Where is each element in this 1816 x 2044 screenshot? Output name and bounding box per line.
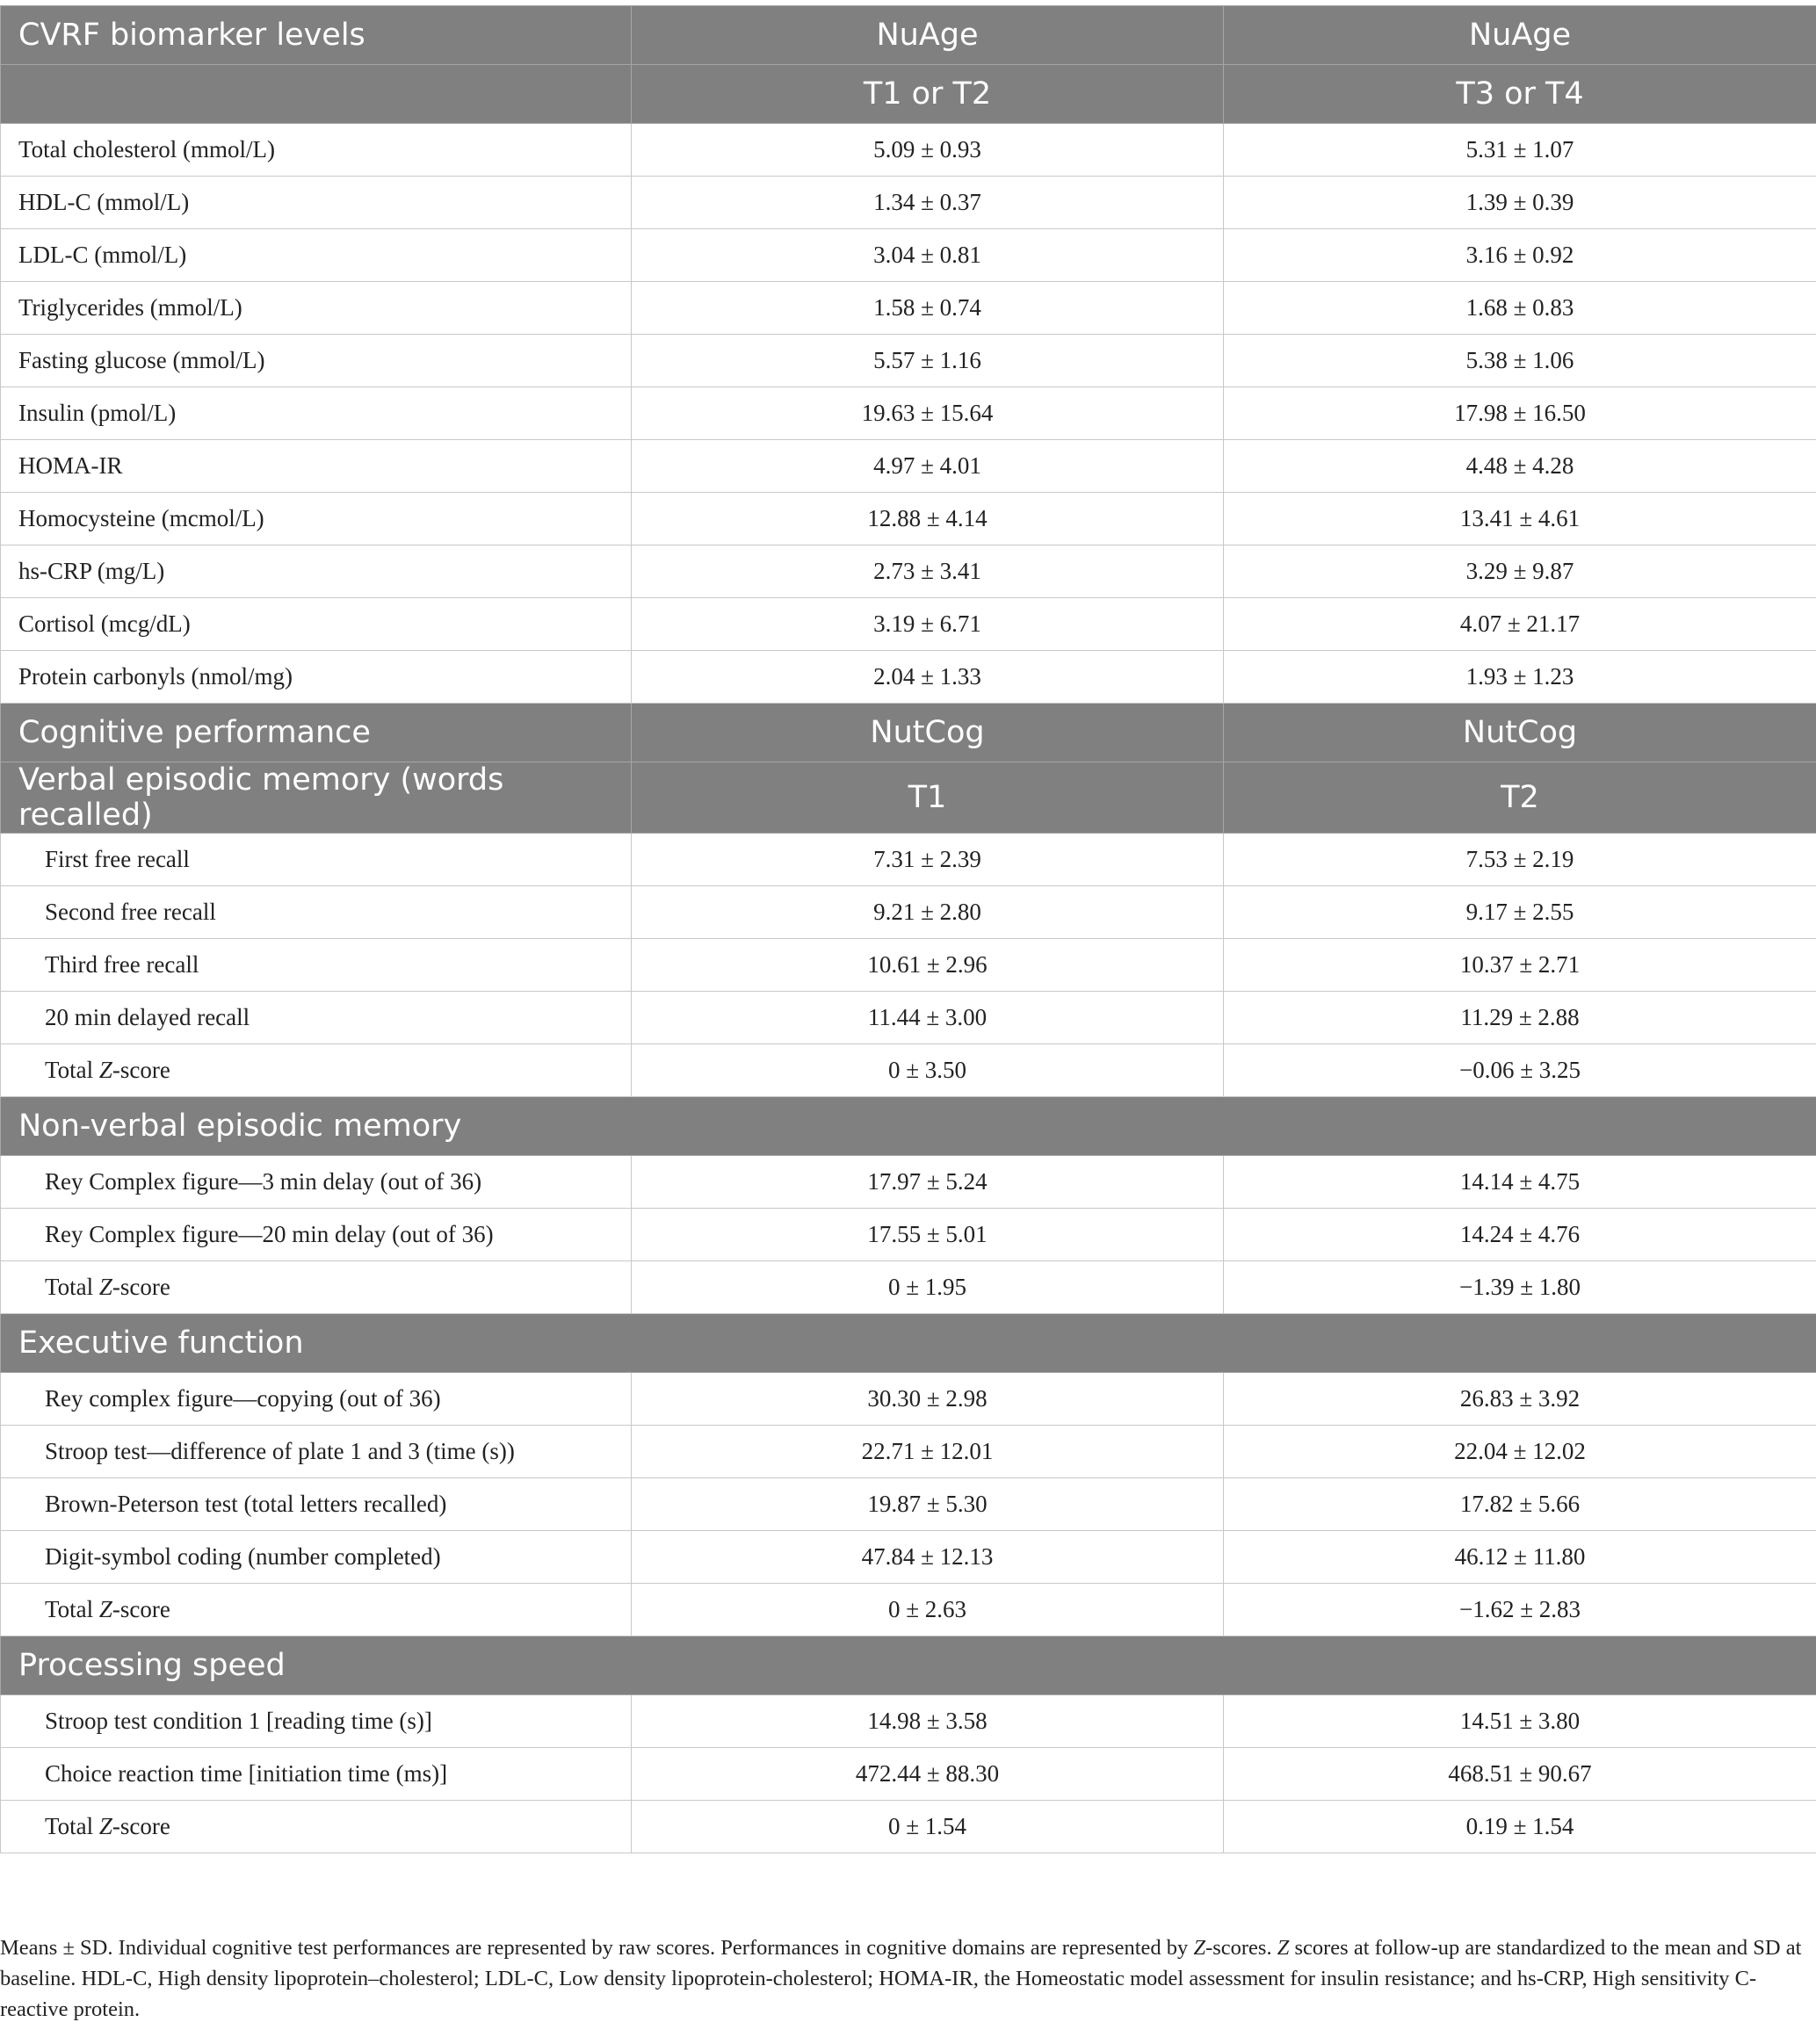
- row-label: LDL-C (mmol/L): [1, 229, 632, 282]
- table-row: [1, 1156, 1816, 1209]
- total-value-2: −1.62 ± 2.83: [1224, 1584, 1816, 1636]
- row-value-1: 2.73 ± 3.41: [632, 545, 1224, 598]
- row-value-1: 5.09 ± 0.93: [632, 124, 1224, 177]
- row-label: Brown-Peterson test (total letters recalled): [1, 1478, 632, 1531]
- table-row: [1, 440, 1816, 493]
- total-zscore-label: [1, 1801, 632, 1853]
- row-value-2: 14.24 ± 4.76: [1224, 1209, 1816, 1261]
- total-z: Z: [98, 1274, 112, 1300]
- table-row: [1, 992, 1816, 1044]
- row-value-2: 4.07 ± 21.17: [1224, 598, 1816, 651]
- header-nuage-1: NuAge: [632, 6, 1224, 65]
- table-row: [1, 1695, 1816, 1748]
- header-t1-t2: T1 or T2: [632, 65, 1224, 124]
- header-row-verbal: [1, 762, 1816, 834]
- row-label: hs-CRP (mg/L): [1, 545, 632, 598]
- header-verbal-label: Verbal episodic memory (words recalled): [1, 762, 632, 834]
- table-row: [1, 545, 1816, 598]
- table-row: [1, 282, 1816, 335]
- row-value-2: 1.39 ± 0.39: [1224, 177, 1816, 229]
- row-label: Rey complex figure—copying (out of 36): [1, 1373, 632, 1426]
- total-zscore-row: [1, 1261, 1816, 1314]
- total-value-1: 0 ± 2.63: [632, 1584, 1224, 1636]
- footnote-part-3: scores at follow-up are standardized to the mean and SD at baseline. HDL-C, High density lipoprotein–cholesterol; LDL-C, Low density lipoprotein-cholesterol; HOMA-IR, the Homeostatic model assessment for insulin resistance; and hs-CRP, High sensitivity C-reactive protein.: [0, 1936, 1802, 2021]
- row-value-2: 14.51 ± 3.80: [1224, 1695, 1816, 1748]
- table-row: [1, 651, 1816, 704]
- table-row: [1, 1426, 1816, 1478]
- row-label: HDL-C (mmol/L): [1, 177, 632, 229]
- row-value-2: 3.16 ± 0.92: [1224, 229, 1816, 282]
- table-footnote: [0, 1932, 1812, 2025]
- table-row: [1, 493, 1816, 545]
- row-value-2: 468.51 ± 90.67: [1224, 1748, 1816, 1801]
- header-row-nonverbal: [1, 1097, 1816, 1156]
- footnote-z-2: Z: [1277, 1936, 1290, 1960]
- header-speed-label: Processing speed: [1, 1636, 1816, 1695]
- row-label: Cortisol (mcg/dL): [1, 598, 632, 651]
- table-row: [1, 1209, 1816, 1261]
- row-label: HOMA-IR: [1, 440, 632, 493]
- table-row: [1, 598, 1816, 651]
- header-nutcog-1: NutCog: [632, 704, 1224, 762]
- row-value-1: 5.57 ± 1.16: [632, 335, 1224, 387]
- table-row: [1, 124, 1816, 177]
- header-row-cognitive: [1, 704, 1816, 762]
- row-label: Insulin (pmol/L): [1, 387, 632, 440]
- total-z: Z: [98, 1596, 112, 1622]
- row-value-2: 14.14 ± 4.75: [1224, 1156, 1816, 1209]
- row-value-2: 46.12 ± 11.80: [1224, 1531, 1816, 1584]
- row-value-2: 5.31 ± 1.07: [1224, 124, 1816, 177]
- table-row: [1, 886, 1816, 939]
- total-zscore-label: [1, 1584, 632, 1636]
- row-value-1: 14.98 ± 3.58: [632, 1695, 1224, 1748]
- table-row: [1, 1531, 1816, 1584]
- total-zscore-row: [1, 1801, 1816, 1853]
- table-body: [1, 6, 1816, 1853]
- row-value-1: 3.04 ± 0.81: [632, 229, 1224, 282]
- total-zscore-label: [1, 1261, 632, 1314]
- header-row-timepoints: [1, 65, 1816, 124]
- row-label: Stroop test—difference of plate 1 and 3 (time (s)): [1, 1426, 632, 1478]
- table-container: [0, 5, 1816, 1853]
- table-row: [1, 177, 1816, 229]
- row-value-1: 10.61 ± 2.96: [632, 939, 1224, 992]
- table-row: [1, 1478, 1816, 1531]
- header-row-speed: [1, 1636, 1816, 1695]
- row-value-1: 47.84 ± 12.13: [632, 1531, 1224, 1584]
- row-value-1: 7.31 ± 2.39: [632, 834, 1224, 886]
- row-value-1: 19.87 ± 5.30: [632, 1478, 1224, 1531]
- row-label: Stroop test condition 1 [reading time (s)]: [1, 1695, 632, 1748]
- total-suffix: -score: [112, 1274, 170, 1300]
- table-row: [1, 834, 1816, 886]
- row-value-1: 17.55 ± 5.01: [632, 1209, 1224, 1261]
- row-value-2: 4.48 ± 4.28: [1224, 440, 1816, 493]
- row-value-2: 10.37 ± 2.71: [1224, 939, 1816, 992]
- row-label: First free recall: [1, 834, 632, 886]
- row-value-1: 2.04 ± 1.33: [632, 651, 1224, 704]
- table-row: [1, 335, 1816, 387]
- total-prefix: Total: [45, 1057, 99, 1083]
- row-label: 20 min delayed recall: [1, 992, 632, 1044]
- total-prefix: Total: [45, 1596, 99, 1622]
- header-t2: T2: [1224, 762, 1816, 834]
- row-label: Fasting glucose (mmol/L): [1, 335, 632, 387]
- header-empty-cell: [1, 65, 632, 124]
- row-value-2: 7.53 ± 2.19: [1224, 834, 1816, 886]
- row-label: Homocysteine (mcmol/L): [1, 493, 632, 545]
- table-row: [1, 229, 1816, 282]
- table-row: [1, 1373, 1816, 1426]
- row-value-2: 22.04 ± 12.02: [1224, 1426, 1816, 1478]
- total-prefix: Total: [45, 1813, 99, 1839]
- total-value-1: 0 ± 3.50: [632, 1044, 1224, 1097]
- row-label: Total cholesterol (mmol/L): [1, 124, 632, 177]
- header-nutcog-2: NutCog: [1224, 704, 1816, 762]
- header-row-cvrf: [1, 6, 1816, 65]
- row-value-1: 1.58 ± 0.74: [632, 282, 1224, 335]
- row-value-1: 1.34 ± 0.37: [632, 177, 1224, 229]
- header-row-executive: [1, 1314, 1816, 1373]
- footnote-z-1: Z: [1193, 1936, 1206, 1960]
- total-zscore-label: [1, 1044, 632, 1097]
- table-row: [1, 1748, 1816, 1801]
- header-executive-label: Executive function: [1, 1314, 1816, 1373]
- total-suffix: -score: [112, 1057, 170, 1083]
- row-label: Digit-symbol coding (number completed): [1, 1531, 632, 1584]
- total-value-2: 0.19 ± 1.54: [1224, 1801, 1816, 1853]
- table-row: [1, 939, 1816, 992]
- table-row: [1, 387, 1816, 440]
- total-suffix: -score: [112, 1596, 170, 1622]
- row-value-2: 26.83 ± 3.92: [1224, 1373, 1816, 1426]
- total-zscore-row: [1, 1584, 1816, 1636]
- total-value-2: −1.39 ± 1.80: [1224, 1261, 1816, 1314]
- header-cvrf-label: CVRF biomarker levels: [1, 6, 632, 65]
- header-cognitive-label: Cognitive performance: [1, 704, 632, 762]
- total-value-2: −0.06 ± 3.25: [1224, 1044, 1816, 1097]
- footnote-part-1: Means ± SD. Individual cognitive test performances are represented by raw scores. Performances in cognitive domains are represented by: [0, 1936, 1194, 1960]
- footnote-part-2: -scores.: [1205, 1936, 1277, 1960]
- row-label: Third free recall: [1, 939, 632, 992]
- header-t3-t4: T3 or T4: [1224, 65, 1816, 124]
- total-zscore-row: [1, 1044, 1816, 1097]
- row-value-1: 30.30 ± 2.98: [632, 1373, 1224, 1426]
- row-value-1: 4.97 ± 4.01: [632, 440, 1224, 493]
- row-value-1: 22.71 ± 12.01: [632, 1426, 1224, 1478]
- total-value-1: 0 ± 1.54: [632, 1801, 1224, 1853]
- total-suffix: -score: [112, 1813, 170, 1839]
- header-t1: T1: [632, 762, 1224, 834]
- row-value-1: 3.19 ± 6.71: [632, 598, 1224, 651]
- row-value-2: 17.98 ± 16.50: [1224, 387, 1816, 440]
- row-label: Triglycerides (mmol/L): [1, 282, 632, 335]
- row-label: Rey Complex figure—3 min delay (out of 36): [1, 1156, 632, 1209]
- row-label: Protein carbonyls (nmol/mg): [1, 651, 632, 704]
- results-table: [0, 5, 1816, 1853]
- row-label: Rey Complex figure—20 min delay (out of 36): [1, 1209, 632, 1261]
- row-value-2: 17.82 ± 5.66: [1224, 1478, 1816, 1531]
- row-label: Second free recall: [1, 886, 632, 939]
- total-z: Z: [98, 1057, 112, 1083]
- row-value-2: 11.29 ± 2.88: [1224, 992, 1816, 1044]
- header-nuage-2: NuAge: [1224, 6, 1816, 65]
- header-nonverbal-label: Non-verbal episodic memory: [1, 1097, 1816, 1156]
- row-value-2: 1.68 ± 0.83: [1224, 282, 1816, 335]
- row-value-2: 13.41 ± 4.61: [1224, 493, 1816, 545]
- total-z: Z: [98, 1813, 112, 1839]
- row-value-1: 17.97 ± 5.24: [632, 1156, 1224, 1209]
- row-value-2: 1.93 ± 1.23: [1224, 651, 1816, 704]
- row-label: Choice reaction time [initiation time (ms)]: [1, 1748, 632, 1801]
- row-value-1: 12.88 ± 4.14: [632, 493, 1224, 545]
- row-value-1: 472.44 ± 88.30: [632, 1748, 1224, 1801]
- row-value-1: 19.63 ± 15.64: [632, 387, 1224, 440]
- row-value-2: 5.38 ± 1.06: [1224, 335, 1816, 387]
- total-value-1: 0 ± 1.95: [632, 1261, 1224, 1314]
- total-prefix: Total: [45, 1274, 99, 1300]
- row-value-2: 3.29 ± 9.87: [1224, 545, 1816, 598]
- row-value-1: 11.44 ± 3.00: [632, 992, 1224, 1044]
- row-value-2: 9.17 ± 2.55: [1224, 886, 1816, 939]
- row-value-1: 9.21 ± 2.80: [632, 886, 1224, 939]
